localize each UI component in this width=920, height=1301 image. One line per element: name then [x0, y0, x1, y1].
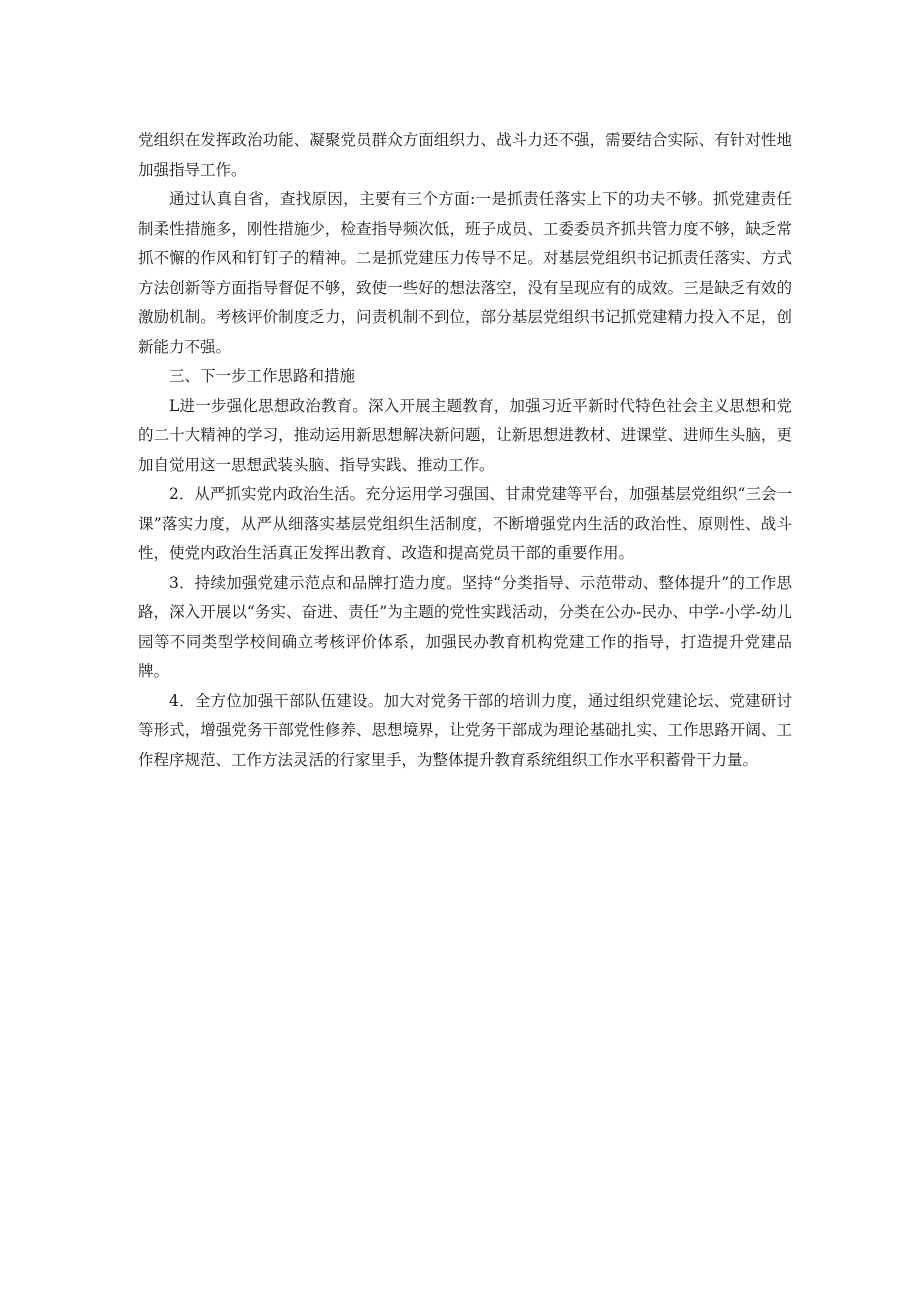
measure-item-1: L进一步强化思想政治教育。深入开展主题教育，加强习近平新时代特色社会主义思想和党的二十大精神的学习，推动运用新思想解决新问题，让新思想进教材、进课堂、进师生头脑，更加自觉用这一思想武装头脑、指导实践、推动工作。 [138, 396, 792, 474]
measure-item-2: 2．从严抓实党内政治生活。充分运用学习强国、甘肃党建等平台，加强基层党组织“三会一课”落实力度，从严从细落实基层党组织生活制度，不断增强党内生活的政治性、原则性、战斗性，使党内政治生活真正发挥出教育、改造和提高党员干部的重要作用。 [138, 485, 792, 562]
measure-item-4: 4．全方位加强干部队伍建设。加大对党务干部的培训力度，通过组织党建论坛、党建研讨等形式，增强党务干部党性修养、思想境界，让党务干部成为理论基础扎实、工作思路开阔、工作程序规范、工作方法灵活的行家里手，为整体提升教育系统组织工作水平积蓄骨干力量。 [138, 691, 792, 769]
measure-item-3: 3．持续加强党建示范点和品牌打造力度。坚持“分类指导、示范带动、整体提升”的工作思路，深入开展以“务实、奋进、责任”为主题的党性实践活动，分类在公办-民办、中学-小学-幼儿园等不同类型学校间确立考核评价体系，加强民办教育机构党建工作的指导，打造提升党建品牌。 [138, 573, 792, 680]
document-body [138, 126, 792, 775]
paragraph-self-review: 通过认真自省，查找原因，主要有三个方面:一是抓责任落实上下的功夫不够。抓党建责任制柔性措施多，刚性措施少，检查指导频次低，班子成员、工委委员齐抓共管力度不够，缺乏常抓不懈的作风和钉钉子的精神。二是抓党建压力传导不足。对基层党组织书记抓责任落实、方式方法创新等方面指导督促不够，致使一些好的想法落空，没有呈现应有的成效。三是缺乏有效的激励机制。考核评价制度乏力，问责机制不到位，部分基层党组织书记抓党建精力投入不足，创新能力不强。 [138, 190, 792, 356]
section-heading-next-steps: 三、下一步工作思路和措施 [169, 367, 356, 385]
paragraph-continuation: 党组织在发挥政治功能、凝聚党员群众方面组织力、战斗力还不强，需要结合实际、有针对性地加强指导工作。 [138, 131, 792, 179]
